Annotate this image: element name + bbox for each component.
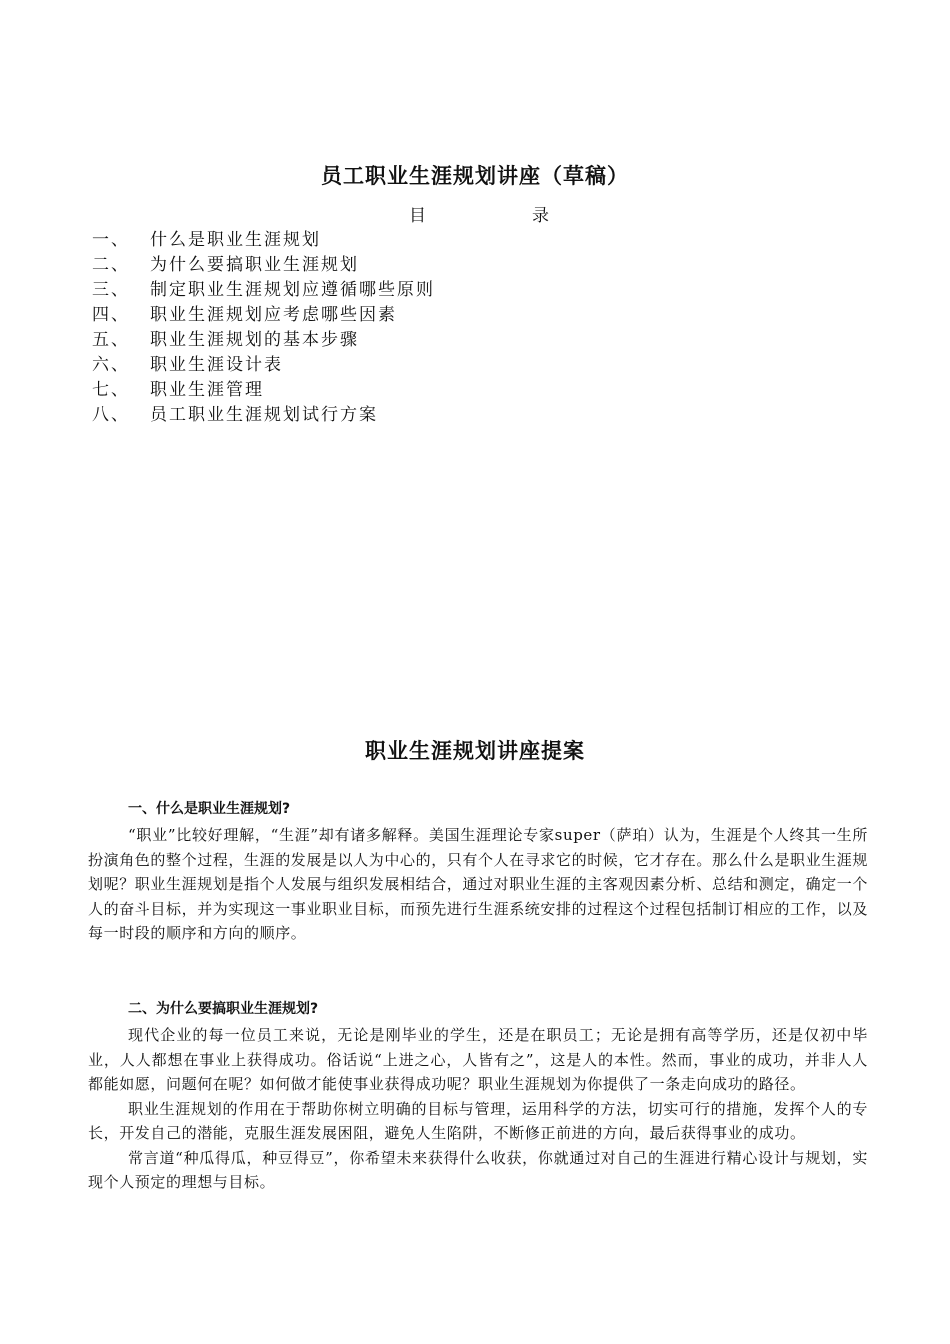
toc-item-text: 制定职业生涯规划应遵循哪些原则: [150, 280, 435, 300]
toc-item: [92, 328, 435, 353]
section-why-career-planning: [88, 997, 868, 1195]
document-title: 员工职业生涯规划讲座（草稿）: [321, 164, 629, 188]
toc-item-number: 一、: [92, 230, 130, 250]
toc-item-text: 职业生涯设计表: [150, 355, 283, 375]
toc-item-text: 为什么要搞职业生涯规划: [150, 255, 359, 275]
toc-item-number: 六、: [92, 355, 130, 375]
toc-heading-left: 目: [409, 206, 426, 226]
toc-item-number: 四、: [92, 305, 130, 325]
toc-item-text: 什么是职业生涯规划: [150, 230, 321, 250]
toc-item: [92, 353, 435, 378]
section-paragraph: 职业生涯规划的作用在于帮助你树立明确的目标与管理，运用科学的方法，切实可行的措施，发挥个人的专长，开发自己的潜能，克服生涯发展困阻，避免人生陷阱，不断修正前进的方向，最后获得事业的成功。: [88, 1099, 868, 1142]
section-what-is-career-planning: [88, 797, 868, 946]
toc-item-number: 八、: [92, 405, 130, 425]
toc-item: [92, 378, 435, 403]
toc-item: [92, 403, 435, 428]
toc-item-text: 职业生涯规划应考虑哪些因素: [150, 305, 397, 325]
section-paragraph: “职业”比较好理解，“生涯”却有诸多解释。美国生涯理论专家super（萨珀）认为，生涯是个人终其一生所扮演角色的整个过程，生涯的发展是以人为中心的，只有个人在寻求它的时候，它才存在。那么什么是职业生涯规划呢？职业生涯规划是指个人发展与组织发展相结合，通过对职业生涯的主客观因素分析、总结和测定，确定一个人的奋斗目标，并为实现这一事业职业目标，而预先进行生涯系统安排的过程这个过程包括制订相应的工作，以及每一时段的顺序和方向的顺序。: [88, 826, 869, 942]
toc-item: [92, 303, 435, 328]
table-of-contents: [92, 228, 435, 428]
section-paragraph: 现代企业的每一位员工来说，无论是刚毕业的学生，还是在职员工；无论是拥有高等学历，还是仅初中毕业，人人都想在事业上获得成功。俗话说“上进之心，人皆有之”，这是人的本性。然而，事业的成功，并非人人都能如愿，问题何在呢？如何做才能使事业获得成功呢？职业生涯规划为你提供了一条走向成功的路径。: [88, 1026, 868, 1093]
toc-item-text: 职业生涯管理: [150, 380, 264, 400]
toc-item-number: 三、: [92, 280, 130, 300]
toc-item: [92, 253, 435, 278]
section-heading: 一、什么是职业生涯规划?: [128, 801, 291, 817]
toc-item-text: 职业生涯规划的基本步骤: [150, 330, 359, 350]
section-paragraph: 常言道“种瓜得瓜，种豆得豆”，你希望未来获得什么收获，你就通过对自己的生涯进行精心设计与规划，实现个人预定的理想与目标。: [88, 1148, 868, 1191]
toc-item-number: 二、: [92, 255, 130, 275]
proposal-title: 职业生涯规划讲座提案: [365, 739, 585, 763]
toc-item-number: 五、: [92, 330, 130, 350]
toc-item: [92, 278, 435, 303]
toc-item-text: 员工职业生涯规划试行方案: [150, 405, 378, 425]
toc-item-number: 七、: [92, 380, 130, 400]
section-heading: 二、为什么要搞职业生涯规划?: [128, 1001, 319, 1017]
toc-heading-right: 录: [532, 206, 549, 226]
toc-item: [92, 228, 435, 253]
toc-heading: [409, 201, 549, 226]
